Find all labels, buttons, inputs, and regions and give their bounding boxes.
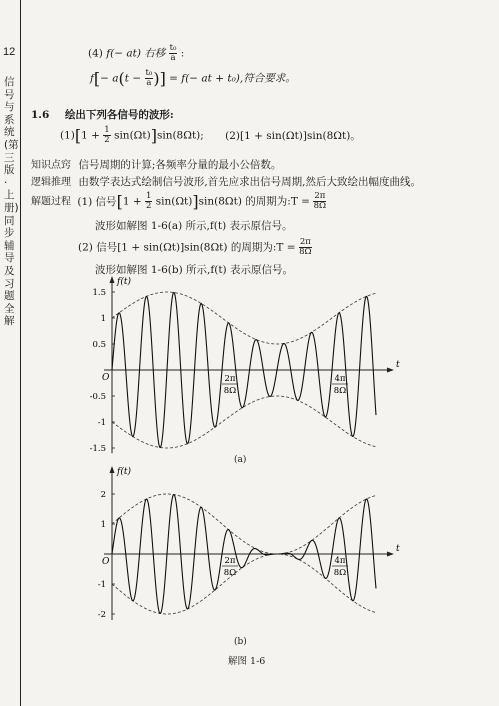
eq-minus-a: − a bbox=[100, 72, 119, 85]
solution-wave-1: 波形如解图 1-6(a) 所示,f(t) 表示原信号。 bbox=[95, 220, 293, 232]
y-axis-label: f(t) bbox=[117, 467, 131, 477]
x-tick-label-num: 2π bbox=[224, 374, 236, 384]
y-tick-label: -1 bbox=[97, 580, 106, 590]
knowledge-text: 信号周期的计算;各频率分量的最小公倍数。 bbox=[78, 159, 282, 171]
subcaption-b: (b) bbox=[234, 637, 247, 647]
solution-wave-2: 波形如解图 1-6(b) 所示,f(t) 表示原信号。 bbox=[95, 264, 293, 276]
p4-line bbox=[88, 44, 184, 63]
x-axis-label: t bbox=[396, 360, 400, 370]
origin-label: O bbox=[102, 557, 110, 567]
frac-num: 1 bbox=[104, 125, 110, 135]
s1-part-b: 1 + bbox=[122, 195, 142, 208]
q1-part-b: sin(Ωt) bbox=[114, 129, 151, 142]
x-axis-arrow bbox=[387, 552, 394, 557]
q1-label: (1) bbox=[60, 129, 75, 142]
y-tick-label: 1.5 bbox=[92, 288, 106, 298]
x-axis-label: t bbox=[396, 544, 400, 554]
y-axis-label: f(t) bbox=[117, 277, 131, 287]
eq-f: f bbox=[90, 72, 94, 85]
y-tick-label: -1.5 bbox=[89, 444, 106, 454]
origin-label: O bbox=[102, 373, 110, 383]
question-text: 绘出下列各信号的波形: bbox=[64, 109, 174, 121]
question-items: (1)[1 + $\frac{1}{2}$ sin(Ωt)]sin(8Ωt); (2)[1 + sin(Ωt)]sin(8Ωt)。 bbox=[60, 125, 361, 145]
p4-label: (4) bbox=[88, 47, 103, 60]
y-tick-label: 1 bbox=[100, 314, 106, 324]
subcaption-a: (a) bbox=[234, 455, 247, 465]
x-tick-label-num: 4π bbox=[334, 556, 346, 566]
q1-part-a: 1 + bbox=[81, 129, 100, 142]
frac-den: 2 bbox=[145, 201, 152, 211]
frac-den: a bbox=[170, 53, 176, 63]
x-tick-label-num: 4π bbox=[334, 374, 346, 384]
p4-equation: f[− a(t − $\frac{\text{t₀}}{a}$ )] = f(− at + t₀),符合要求。 bbox=[90, 68, 296, 88]
x-tick-label-den: 8Ω bbox=[333, 568, 347, 578]
eq-fraction bbox=[145, 69, 154, 88]
frac-num: 2π bbox=[314, 191, 326, 201]
eq-result: = f(− at + t₀),符合要求。 bbox=[169, 72, 296, 85]
solution-tag: 解题过程 bbox=[31, 196, 71, 208]
figure-caption: 解图 1-6 bbox=[228, 656, 266, 667]
logic-text: 由数学表达式绘制信号波形,首先应求出信号周期,然后大致绘出幅度曲线。 bbox=[78, 176, 422, 188]
y-tick-label: -1 bbox=[97, 418, 106, 428]
y-tick-label: -2 bbox=[97, 610, 106, 620]
s2-part-a: (2) 信号[1 + sin(Ωt)]sin(8Ωt) 的周期为:T = bbox=[78, 241, 296, 254]
frac-num: 2π bbox=[299, 237, 311, 247]
frac-den: 8Ω bbox=[313, 201, 327, 211]
question-heading bbox=[31, 107, 174, 122]
y-axis-arrow bbox=[110, 466, 115, 473]
s1-period-fraction bbox=[313, 192, 326, 211]
y-axis-arrow bbox=[110, 276, 115, 283]
x-tick-label-den: 8Ω bbox=[223, 386, 237, 396]
frac-den: a bbox=[146, 78, 152, 88]
y-tick-label: -0.5 bbox=[89, 392, 106, 402]
book-title: 信号与系统(第三版·上册)同步辅导及习题全解 bbox=[4, 76, 19, 328]
y-tick-label: 0.5 bbox=[92, 340, 106, 350]
solution-line-1: 解题过程 (1) 信号[1 + $\frac{1}{2}$ sin(Ωt)]sin(8Ωt) 的周期为:T = $\frac{2\pi}{8\Omega}$ bbox=[31, 191, 327, 211]
s1-fraction bbox=[145, 192, 152, 211]
logic-line bbox=[31, 173, 421, 189]
s1-part-c: sin(Ωt) bbox=[155, 195, 193, 208]
p4-colon: : bbox=[180, 47, 185, 60]
chart-a bbox=[80, 272, 400, 462]
q2-text: (2)[1 + sin(Ωt)]sin(8Ωt)。 bbox=[225, 129, 361, 142]
s2-period-fraction bbox=[299, 238, 312, 257]
knowledge-tag: 知识点窍 bbox=[31, 160, 71, 171]
y-tick-label: 2 bbox=[100, 490, 106, 500]
s1-part-d: sin(8Ωt) 的周期为:T = bbox=[198, 195, 310, 208]
y-tick-label: 1 bbox=[100, 520, 106, 530]
x-tick-label-den: 8Ω bbox=[333, 386, 347, 396]
s1-part-a: (1) 信号 bbox=[77, 195, 117, 208]
chart-b bbox=[80, 462, 400, 642]
p4-text: f(− at) 右移 bbox=[106, 47, 166, 60]
page-number: 12 bbox=[3, 46, 16, 58]
p4-fraction bbox=[169, 44, 178, 63]
knowledge-line bbox=[31, 156, 281, 172]
solution-line-2 bbox=[78, 238, 312, 257]
question-number: 1.6 bbox=[31, 109, 50, 121]
frac-den: 2 bbox=[104, 135, 110, 145]
frac-num: 1 bbox=[145, 191, 152, 201]
x-axis-arrow bbox=[387, 368, 394, 373]
q1-fraction bbox=[103, 126, 110, 145]
eq-t-minus: t − bbox=[124, 72, 142, 85]
x-tick-label-num: 2π bbox=[224, 556, 236, 566]
frac-num: t₀ bbox=[145, 68, 153, 78]
frac-den: 8Ω bbox=[299, 247, 312, 257]
frac-num: t₀ bbox=[169, 43, 177, 53]
logic-tag: 逻辑推理 bbox=[31, 177, 71, 188]
sidebar bbox=[0, 0, 21, 706]
x-tick-label-den: 8Ω bbox=[223, 568, 237, 578]
q1-part-c: sin(8Ωt); bbox=[156, 129, 204, 142]
